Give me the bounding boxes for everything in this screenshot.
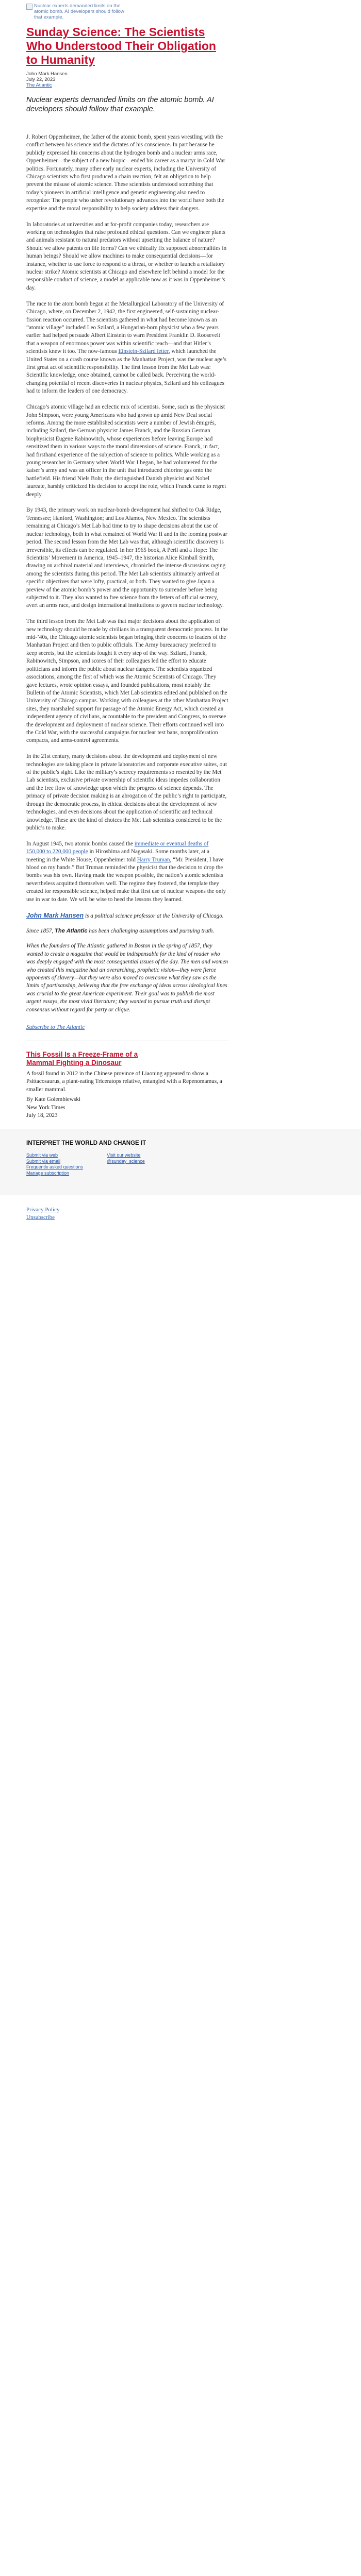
paragraph-6: The third lesson from the Met Lab was that major decisions about the application of new technology should be made by civilians in a transparent democratic process. In the mid-’40s, the Chicago atomic scientists began bringing their concerns to leaders of the Manhattan Project and then to public officials. The Army bureaucracy preferred to keep secrets, but the scientists fought it every step of the way. Szilard, Franck, Rabinowitch, Simpson, and scores of their colleagues led the effort to educate politicians and inform the public about nuclear dangers. The scientists organized associations, among the first of which was the Atomic Scientists of Chicago. They gave lectures, wrote opinion essays, and founded publications, most notably the Bulletin of the Atomic Scientists, which Met Lab scientists edited and published on the University of Chicago campus. Working with colleagues at the other Manhattan Project sites, they marshaled support for passage of the Atomic Energy Act, which created an independent agency of civilians, accountable to the president and Congress, to oversee the development and deployment of nuclear science. Their efforts continued well into the Cold War, with the successful campaigns for nuclear test bans, nonproliferation compacts, and arms-control agreements. bbox=[26, 618, 228, 744]
submit-web-link[interactable]: Submit via web bbox=[26, 1153, 58, 1158]
newsletter-footer bbox=[0, 1129, 361, 1195]
paragraph-8: In August 1945, two atomic bombs caused the immediate or eventual deaths of 150,000 to 220,000 people in Hiroshima and Nagasaki. Some months later, at a meeting in the White House, Oppenheimer told Harry Truman, “Mr. President, I have blood on my hands.” But Truman reminded the physicist that the decision to drop the bombs was his own. Having made the weapon possible, the nation’s atomic scientists nevertheless acquitted themselves well. The regime they fostered, the template they created for responsible science, helped make that first use of nuclear weapons the only use in war to date. We will be wise to heed the lessons they learned. bbox=[26, 840, 226, 903]
since-tagline bbox=[26, 927, 228, 935]
article-title[interactable]: Sunday Science: The Scientists Who Understood Their Obligation to Humanity bbox=[26, 25, 216, 66]
subscribe-block bbox=[26, 1022, 309, 1031]
newsletter-page bbox=[26, 0, 309, 1222]
deaths-link[interactable]: immediate or eventual deaths of 150,000 to 220,000 people bbox=[26, 840, 209, 855]
footer-heading: INTERPRET THE WORLD AND CHANGE IT bbox=[26, 1140, 146, 1147]
since-suffix: has been challenging assumptions and pursuing truth. bbox=[87, 927, 215, 934]
hero-image[interactable] bbox=[26, 3, 124, 20]
article-date: July 22, 2023 bbox=[26, 77, 56, 82]
article-author: John Mark Hansen bbox=[26, 71, 68, 77]
faq-link[interactable]: Frequently asked questions bbox=[26, 1164, 84, 1170]
since-brand: The Atlantic bbox=[55, 927, 88, 934]
einstein-szilard-link[interactable]: Einstein-Szilard letter bbox=[118, 348, 169, 355]
legal-links bbox=[26, 1206, 309, 1222]
visit-website-link[interactable]: Visit our website bbox=[107, 1153, 141, 1158]
paragraph-2: In laboratories at universities and at for-profit companies today, researchers are working on technologies that raise profound ethical questions. Can we engineer plants and animals resistant to natural predators without upsetting the balance of nature? Should we allow patents on life forms? Can we ethically fix supposed abnormalities in human beings? Should we allow machines to make consequential decisions—for instance, whether to use force to respond to a threat, or whether to launch a retaliatory nuclear strike? Atomic scientists at Chicago and elsewhere left behind a model for the responsible conduct of science, a model as applicable now as it was in Oppenheimer’s day. bbox=[26, 221, 227, 291]
related-title[interactable]: This Fossil Is a Freeze-Frame of a Mammal Fighting a Dinosaur bbox=[26, 1050, 138, 1067]
truman-link[interactable]: Harry Truman bbox=[137, 856, 170, 863]
article-meta bbox=[26, 71, 309, 88]
article-body bbox=[26, 133, 309, 904]
manage-subscription-link[interactable]: Manage subscription bbox=[26, 1170, 70, 1176]
submit-email-link[interactable]: Submit via email bbox=[26, 1158, 61, 1164]
privacy-policy-link[interactable]: Privacy Policy bbox=[26, 1207, 60, 1213]
paragraph-4: Chicago’s atomic village had an eclectic mix of scientists. Some, such as the physicist John Simpson, were young Americans who had grown up amid New Deal social reforms. Among the more established scientists were a number of Jewish émigrés, including Szilard, the German physicist James Franck, and the Russian German biophysicist Eugene Rabinowitch, whose experiences before leaving Europe had sensitized them in various ways to the moral dimensions of science. Franck, in fact, had firsthand experience of the subjection of science to politics. While working as a young researcher in Germany when World War I began, he had volunteered for the kaiser’s army and was an officer in the unit that introduced chlorine gas onto the battlefield. His friend Niels Bohr, the distinguished Danish physicist and Nobel laureate, harshly criticized his decision to accept the role, which Franck came to regret deeply. bbox=[26, 404, 226, 498]
subscribe-link[interactable]: Subscribe to The Atlantic bbox=[26, 1024, 85, 1031]
article-dek: Nuclear experts demanded limits on the atomic bomb. AI developers should follow that example. bbox=[26, 96, 214, 113]
paragraph-1: J. Robert Oppenheimer, the father of the atomic bomb, spent years wrestling with the conflict between his science and the dictates of his conscience. In part because he publicly expressed his concerns about the hydrogen bomb and a nuclear arms race, Oppenheimer—the subject of a new biopic—ended his career as a martyr in Cold War politics. Fortunately, many other early nuclear experts, including the University of Chicago scientists who first produced a chain reaction, felt an obligation to help prevent the misuse of atomic science. These scientists understood something that today’s pioneers in artificial intelligence and genetic engineering also need to recognize: The people who usher revolutionary advances into the world have both the expertise and the moral responsibility to help society address their dangers. bbox=[26, 134, 225, 212]
footer-col-2 bbox=[107, 1153, 145, 1176]
related-summary: A fossil found in 2012 in the Chinese province of Liaoning appeared to show a Psittacosaurus, a plant-eating Triceratops relative, entangled with a Repenomamus, a smaller mammal. bbox=[26, 1071, 222, 1093]
twitter-handle-link[interactable]: @sunday_science bbox=[107, 1158, 145, 1164]
hero-image-alt-text: Nuclear experts demanded limits on the atomic bomb. AI developers should follow that example. bbox=[34, 3, 124, 20]
founding-paragraph: When the founders of The Atlantic gathered in Boston in the spring of 1857, they wanted to create a magazine that would be indispensable for the kind of reader who was deeply engaged with the most consequential issues of the day. The men and women who created this magazine had an overarching, prophetic vision—they were fierce opponents of slavery—but they were also moved to overcome what they saw as the limits of partisanship, believing that the free exchange of ideas across ideological lines was crucial to the great American experiment. Their goal was to publish the most urgent essays, the most vivid literature; they wanted to pursue truth and disrupt consensus without regard for party or clique. bbox=[26, 943, 228, 1013]
broken-image-icon bbox=[26, 4, 32, 10]
since-prefix: Since 1857, bbox=[26, 927, 55, 934]
related-article bbox=[26, 1041, 228, 1120]
paragraph-3: The race to the atom bomb began at the Metallurgical Laboratory of the University of Chicago, where, on December 2, 1942, the first engineered, self-sustaining nuclear-fission reaction occurred. The scientists gathered in what had become known as an “atomic village” included Leo Szilard, a Hungarian-born physicist who a few years earlier had helped persuade Albert Einstein to warn President Franklin D. Roosevelt that a weapon of enormous power was within scientific reach—and that Hitler’s scientists knew it too. The now-famous Einstein-Szilard letter, which launched the United States on a crash course known as the Manhattan Project, was the nuclear age’s first great act of scientific responsibility. The first lesson from the Met Lab was: Scientific knowledge, once obtained, cannot be called back. Perceiving the world-changing potential of recent discoveries in nuclear physics, Szilard and his colleagues had to inform the leaders of one democracy. bbox=[26, 300, 227, 395]
author-bio-text: is a political science professor at the University of Chicago. bbox=[84, 912, 224, 919]
related-date: July 18, 2023 bbox=[26, 1112, 58, 1119]
author-bio-link[interactable]: John Mark Hansen bbox=[26, 911, 84, 919]
author-bio bbox=[26, 912, 228, 920]
footer-col-1 bbox=[26, 1153, 83, 1176]
unsubscribe-link[interactable]: Unsubscribe bbox=[26, 1214, 55, 1221]
paragraph-5: By 1943, the primary work on nuclear-bomb development had shifted to Oak Ridge, Tennessee; Hanford, Washington; and Los Alamos, New Mexico. The scientists remaining at Chicago’s Met Lab had time to try to shape decisions about the use of nuclear technology, both in what remained of World War II and in the looming postwar period. The second lesson from the Met Lab was that, although scientific discovery is irreversible, its effects can be regulated. In her 1965 book, A Peril and a Hope: The Scientists’ Movement in America, 1945–1947, the historian Alice Kimball Smith, drawing on archival material and interviews, chronicled the intense discussions raging among the scientists during this period. The Met Lab scientists ultimately arrived at specific objectives that were lofty, practical, or both. They wanted to give Japan a preview of the atomic bomb’s power and the opportunity to surrender before being subjected to it. They also wanted to free science from the fetters of official secrecy, avert an arms race, and design international institutions to govern nuclear technology. bbox=[26, 507, 227, 609]
publication-link[interactable]: The Atlantic bbox=[26, 82, 52, 88]
related-publication: New York Times bbox=[26, 1104, 65, 1111]
related-author: By Kate Golembiewski bbox=[26, 1096, 81, 1103]
paragraph-7: In the 21st century, many decisions about the development and deployment of new technologies are taking place in private laboratories and corporate executive suites, out of the public’s sight. Like the military’s secrecy requirements so resented by the Met Lab scientists, exclusive private ownership of scientific ideas impedes collaboration and the free flow of knowledge upon which the progress of science depends. The primacy of private decision making is an abrogation of the public’s right to participate, through the democratic process, in ethical decisions about the development of new technologies, and even decisions about the application of scientific and technical knowledge. These are the kind of choices the Met Lab scientists considered to be the public’s to make. bbox=[26, 753, 227, 831]
